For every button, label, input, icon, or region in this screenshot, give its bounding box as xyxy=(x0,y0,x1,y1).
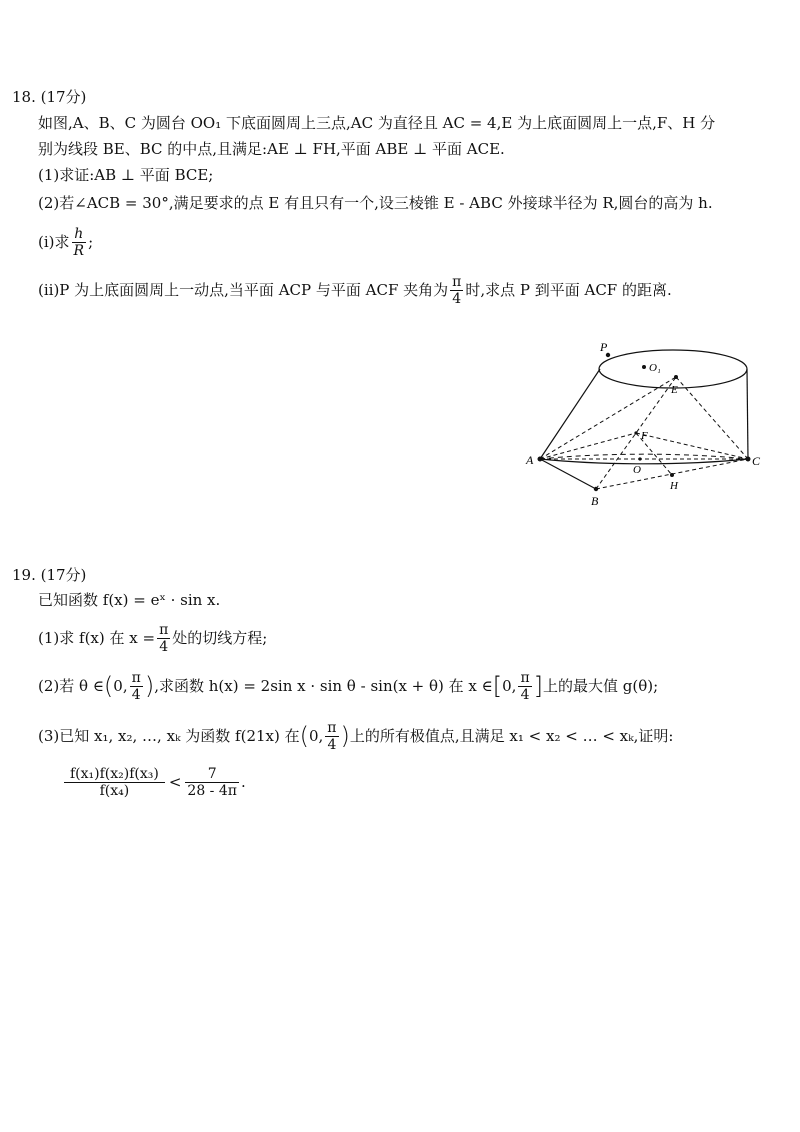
q19-part2-int2-num: π xyxy=(520,669,530,686)
q19-part2-int2-left: [ xyxy=(492,672,503,700)
label-O: O xyxy=(633,464,641,476)
q19-part3 xyxy=(38,714,673,758)
q19-part3-int-zero: 0, xyxy=(308,727,324,745)
point-A xyxy=(538,457,543,462)
q19-part2-int2-fraction xyxy=(518,670,531,703)
label-P: P xyxy=(600,340,608,354)
q19-ineq-num: f(x₁)f(x₂)f(x₃) xyxy=(64,766,165,783)
q18-sub-ii-a: (ⅱ)P 为上底面圆周上一动点,当平面 ACP 与平面 ACF 夹角为 xyxy=(38,281,449,299)
q19-part1 xyxy=(38,618,267,658)
segment-AE xyxy=(540,377,676,459)
q18-number: 18. (17分) xyxy=(12,88,87,106)
q19-ineq-left-fraction xyxy=(64,766,165,799)
q19-part3-int-den: 4 xyxy=(327,736,337,753)
label-C: C xyxy=(752,454,761,468)
label-E: E xyxy=(671,384,678,396)
q19-ineq-den: f(x₄) xyxy=(99,782,130,799)
q19-ineq-right-fraction xyxy=(185,766,239,799)
q18-sub-i-num: h xyxy=(72,226,87,243)
q18-sub-i-fraction xyxy=(72,226,87,259)
top-base-circle xyxy=(599,350,747,388)
q19-part2-int1-zero: 0, xyxy=(113,677,128,695)
q19-part3-b: 上的所有极值点,且满足 x₁ < x₂ < … < xₖ,证明: xyxy=(349,727,674,745)
q19-ineq-rnum: 7 xyxy=(185,766,239,783)
q19-part2-int1-den: 4 xyxy=(131,686,141,703)
label-O1: O₁ xyxy=(649,362,661,374)
segment-AB xyxy=(540,459,596,489)
q18-part1: (1)求证:AB ⊥ 平面 BCE; xyxy=(38,166,214,184)
point-H xyxy=(670,473,674,477)
q19-part3-int-left: ( xyxy=(299,722,309,750)
q18-part2: (2)若∠ACB = 30°,满足要求的点 E 有且只有一个,设三棱锥 E - ABC 外接球半径为 R,圆台的高为 h. xyxy=(38,194,713,212)
bottom-base-front xyxy=(540,459,748,464)
label-B: B xyxy=(591,494,599,508)
point-B xyxy=(594,487,598,491)
q19-part3-int-num: π xyxy=(327,719,337,736)
frustum-figure xyxy=(520,335,770,515)
q18-sub-ii-num: π xyxy=(452,273,462,290)
q19-part1-den: 4 xyxy=(159,638,169,655)
q18-sub-i-suffix: ; xyxy=(88,233,94,251)
q19-part3-a: (3)已知 x₁, x₂, …, xₖ 为函数 f(21x) 在 xyxy=(38,727,300,745)
q19-ineq-rden: 28 - 4π xyxy=(187,782,237,799)
q19-part1-num: π xyxy=(159,621,169,638)
q18-sub-ii xyxy=(38,270,672,310)
q19-part2-int2-zero: 0, xyxy=(502,677,517,695)
label-H: H xyxy=(670,480,678,492)
q18-sub-ii-den: 4 xyxy=(452,290,462,307)
q19-part1-a: (1)求 f(x) 在 x = xyxy=(38,629,156,647)
q19-part2-int2-den: 4 xyxy=(520,686,530,703)
q19-number: 19. (17分) xyxy=(12,566,87,584)
q19-part2-b: ,求函数 h(x) = 2sin x · sin θ - sin(x + θ) 在 x ∈ xyxy=(154,677,493,695)
q18-sub-i-prefix: (ⅰ)求 xyxy=(38,233,70,251)
point-F xyxy=(634,431,637,434)
q18-stem-line2: 别为线段 BE、BC 的中点,且满足:AE ⊥ FH,平面 ABE ⊥ 平面 ACE. xyxy=(38,140,505,158)
point-E xyxy=(674,375,678,379)
q19-ineq-op: < xyxy=(168,773,182,791)
right-generator xyxy=(747,369,748,459)
q19-part2-int1-right: ) xyxy=(144,672,155,700)
q18-stem-line1: 如图,A、B、C 为圆台 OO₁ 下底面圆周上三点,AC 为直径且 AC = 4,E 为上底面圆周上一点,F、H 分 xyxy=(38,114,716,132)
q19-part2-a: (2)若 θ ∈ xyxy=(38,677,104,695)
q19-part2-int1-num: π xyxy=(131,669,141,686)
q19-part2-int1-fraction xyxy=(130,670,143,703)
q18-sub-i xyxy=(38,222,93,262)
q19-part3-int-right: ) xyxy=(340,722,350,750)
q19-part2 xyxy=(38,664,658,708)
q19-part1-fraction xyxy=(157,622,170,655)
segment-CE xyxy=(676,377,748,459)
q19-inequality xyxy=(62,760,246,804)
q19-part2-int2-right: ] xyxy=(533,672,544,700)
q19-stem: 已知函数 f(x) = eˣ · sin x. xyxy=(38,591,221,609)
q18-sub-ii-fraction xyxy=(450,274,463,307)
segment-FC xyxy=(636,433,748,459)
q19-part2-c: 上的最大值 g(θ); xyxy=(543,677,659,695)
label-F: F xyxy=(641,430,648,442)
q19-ineq-end: . xyxy=(240,773,246,791)
q18-sub-i-den: R xyxy=(73,242,85,259)
point-O1 xyxy=(642,365,646,369)
point-C xyxy=(746,457,751,462)
label-A: A xyxy=(526,453,534,467)
q19-part3-int-fraction xyxy=(325,720,338,753)
q19-part1-b: 处的切线方程; xyxy=(172,629,268,647)
bottom-base-back xyxy=(540,454,748,459)
point-O xyxy=(638,457,641,460)
q19-part2-int1-left: ( xyxy=(103,672,114,700)
q18-sub-ii-b: 时,求点 P 到平面 ACF 的距离. xyxy=(465,281,672,299)
